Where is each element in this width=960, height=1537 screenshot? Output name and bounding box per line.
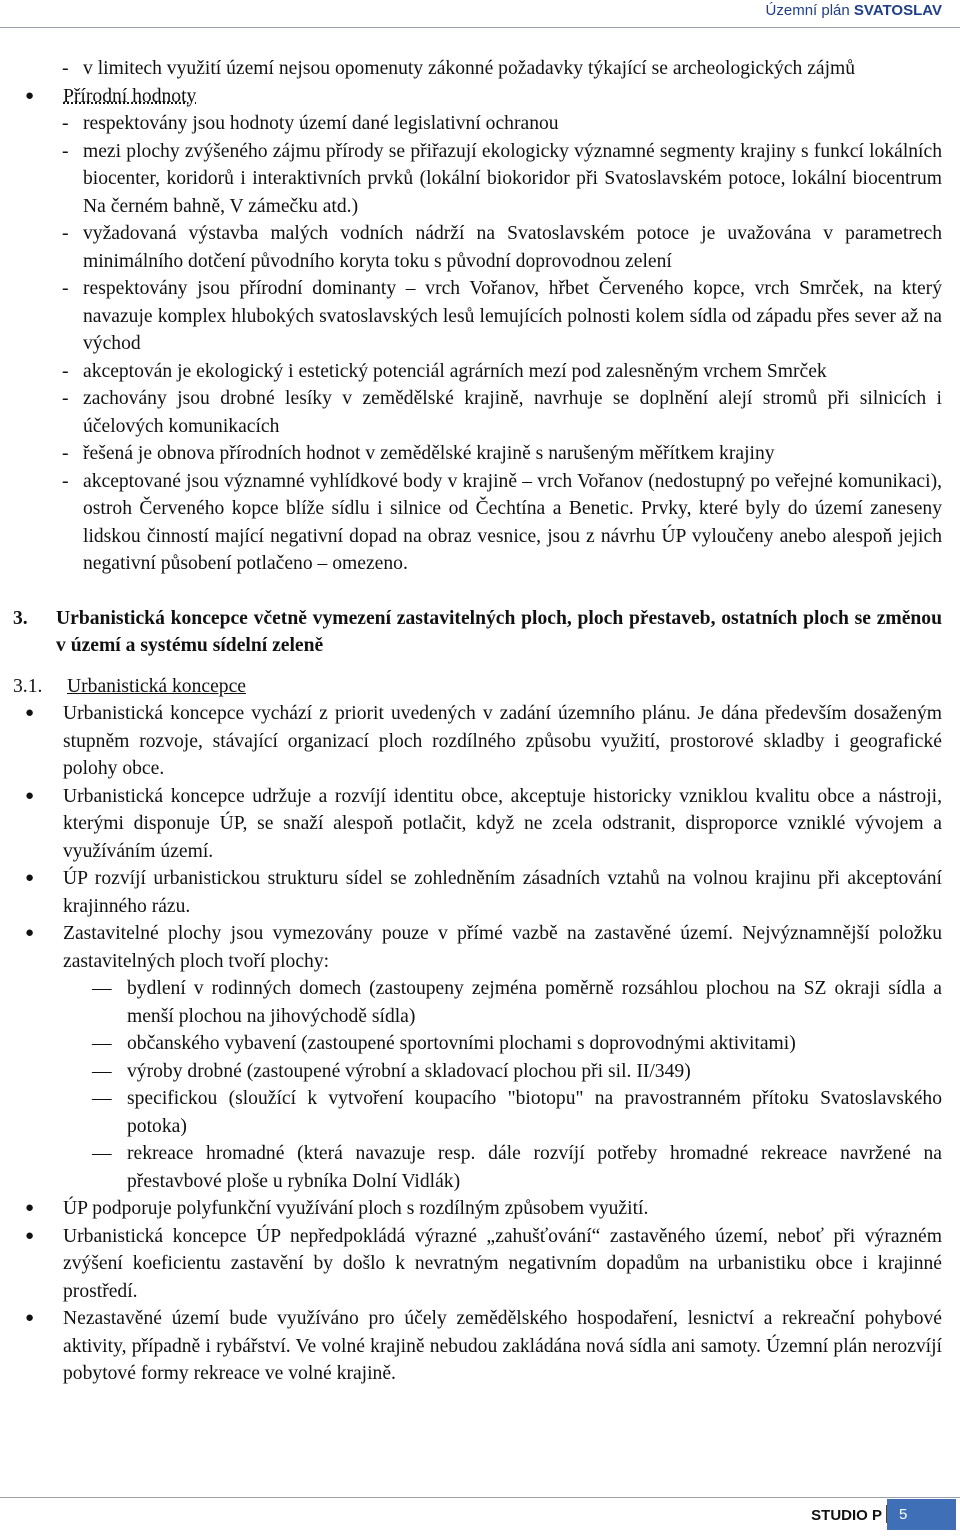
list-item-text: Zastavitelné plochy jsou vymezovány pouze v přímé vazbě na zastavěné území. Nejvýznamnější položku zastavitelných ploch tvoří plochy:	[63, 923, 942, 972]
sub-list-item-text: občanského vybavení (zastoupené sportovními plochami s doprovodnými aktivitami)	[127, 1033, 796, 1054]
list-item	[0, 385, 960, 440]
header-name: SVATOSLAV	[853, 2, 942, 19]
long-dash-marker: —	[92, 1143, 112, 1164]
long-dash-marker: —	[92, 1033, 112, 1054]
list-item-text: Nezastavěné území bude využíváno pro účely zemědělského hospodaření, lesnictví a rekreační pohybové aktivity, případně i rybářství. Ve volné krajině nebudou zakládána nová sídla ani samoty. Územní plán nerozvíjí pobytové formy rekreace ve volné krajině.	[63, 1308, 942, 1384]
header-prefix: Územní plán	[765, 2, 850, 19]
list-item-text: vyžadovaná výstavba malých vodních nádrží na Svatoslavském potoce je uvažována v parametrech minimálního dotčení původního koryta toku s původní doprovodnou zelení	[83, 223, 942, 272]
bullet-marker: ●	[25, 1200, 35, 1216]
sub-list-item	[0, 1058, 960, 1086]
section-number: 3.	[13, 607, 28, 629]
dash-marker: -	[62, 443, 69, 464]
section-title: Urbanistická koncepce včetně vymezení zastavitelných ploch, ploch přestaveb, ostatních ploch se změnou v území a systému sídelní zeleně	[56, 607, 942, 656]
list-item-text: akceptované jsou významné vyhlídkové body v krajině – vrch Vořanov (nedostupný po veřejné komunikaci), ostroh Červeného kopce blíže sídlu i silnice od Čechtína a Benetic. Prvky, které byly do území zaneseny lidskou činností mající negativní dopad na obraz vesnice, jsou z návrhu ÚP vyloučeny anebo alespoň jejich negativní působení potlačeno – omezeno.	[83, 470, 942, 574]
long-dash-marker: —	[92, 978, 112, 999]
sub-list-item	[0, 1030, 960, 1058]
header-divider	[0, 27, 960, 28]
sub-list-item	[0, 1140, 960, 1195]
long-dash-marker: —	[92, 1060, 112, 1082]
dash-marker: -	[62, 360, 69, 382]
subsection-title: Urbanistická koncepce	[67, 675, 246, 697]
subsection-number: 3.1.	[13, 675, 43, 697]
list-item	[0, 700, 960, 783]
sub-list-item	[0, 1085, 960, 1140]
sub-list-item	[0, 975, 960, 1030]
list-item	[0, 1195, 960, 1223]
dash-marker: -	[62, 58, 69, 79]
footer-studio: STUDIO P	[811, 1507, 882, 1524]
list-item-text: mezi plochy zvýšeného zájmu přírody se přiřazují ekologicky významné segmenty krajiny s funkcí lokálních biocenter, koridorů i interaktivních prvků (lokální biokoridor při Svatoslavském potoce, lokální biocentrum Na černém bahně, V zámečku atd.)	[83, 140, 942, 217]
page-header	[766, 2, 942, 19]
bullet-marker: ●	[25, 1310, 35, 1326]
dash-marker: -	[62, 388, 69, 409]
dash-marker: -	[62, 278, 69, 299]
list-item	[0, 220, 960, 275]
list-item	[0, 920, 960, 975]
dash-marker: -	[62, 113, 69, 134]
sub-list-item-text: rekreace hromadné (která navazuje resp. dále rozvíjí potřeby hromadné rekreace navržené na přestavbové ploše u rybníka Dolní Vidlák)	[127, 1143, 942, 1192]
list-item-text: akceptován je ekologický i estetický potenciál agrárních mezí pod zalesněným vrchem Smrček	[83, 360, 827, 382]
list-item-text: ÚP podporuje polyfunkční využívání ploch s rozdílným způsobem využití.	[63, 1198, 649, 1219]
list-item-text: respektovány jsou hodnoty území dané legislativní ochranou	[83, 113, 559, 134]
list-item	[0, 1223, 960, 1306]
list-item	[0, 440, 960, 468]
list-item-text: Urbanistická koncepce vychází z priorit uvedených v zadání územního plánu. Je dána především dosaženým stupněm rozvoje, stávající organizací ploch rozdílného způsobu využití, prostorové skladby i geografické polohy obce.	[63, 703, 942, 779]
list-item	[0, 55, 960, 83]
section-heading	[0, 605, 960, 660]
page-body	[0, 55, 960, 1388]
list-item	[0, 783, 960, 866]
bullet-marker: ●	[25, 870, 35, 886]
bullet-marker: ●	[25, 705, 35, 721]
list-item-text: řešená je obnova přírodních hodnot v zemědělské krajině s narušeným měřítkem krajiny	[83, 443, 775, 464]
natural-values-heading	[0, 83, 960, 111]
list-item	[0, 110, 960, 138]
list-item	[0, 275, 960, 358]
list-item-text: Urbanistická koncepce ÚP nepředpokládá výrazné „zahušťování“ zastavěného území, neboť při výrazném zvýšení koeficientu zastavění by došlo k nevratným negativním dopadům na urbanistiku obce i krajinné prostředí.	[63, 1225, 942, 1302]
sub-list-item-text: bydlení v rodinných domech (zastoupeny zejména poměrně rozsáhlou plochou na SZ okraji sídla a menší plochou na jihovýchodě sídla)	[127, 978, 942, 1027]
footer-divider	[0, 1497, 960, 1498]
bullet-marker: ●	[25, 1227, 35, 1244]
page-number: 5	[887, 1499, 956, 1530]
dash-marker: -	[62, 223, 69, 244]
list-item-text: zachovány jsou drobné lesíky v zemědělské krajině, navrhuje se doplnění alejí stromů při silnicích i účelových komunikacích	[83, 388, 942, 437]
long-dash-marker: —	[92, 1088, 112, 1109]
sub-list-item-text: specifickou (sloužící k vytvoření koupacího "biotopu" na pravostranném přítoku Svatoslavského potoka)	[127, 1088, 942, 1137]
list-item	[0, 358, 960, 386]
list-item-text: v limitech využití území nejsou opomenuty zákonné požadavky týkající se archeologických zájmů	[83, 58, 856, 79]
list-item-text: respektovány jsou přírodní dominanty – vrch Vořanov, hřbet Červeného kopce, vrch Smrček, na který navazuje komplex hlubokých svatoslavských lesů lemujících polnosti kolem sídla od západu přes sever až na východ	[83, 278, 942, 354]
list-item	[0, 468, 960, 578]
list-item-text: Urbanistická koncepce udržuje a rozvíjí identitu obce, akceptuje historicky vzniklou kvalitu obce a nástroji, kterými disponuje ÚP, se snaží alespoň potlačit, když ne zcela odstranit, disproporce vzniklé vývojem a využíváním území.	[63, 785, 942, 862]
list-item	[0, 138, 960, 221]
dash-marker: -	[62, 470, 69, 492]
list-item	[0, 1305, 960, 1388]
natural-values-title: Přírodní hodnoty	[63, 85, 197, 107]
subsection-heading	[0, 673, 960, 701]
list-item-text: ÚP rozvíjí urbanistickou strukturu sídel se zohledněním zásadních vztahů na volnou krajinu při akceptování krajinného rázu.	[63, 868, 942, 917]
sub-list-item-text: výroby drobné (zastoupené výrobní a skladovací plochou při sil. II/349)	[127, 1060, 691, 1082]
dash-marker: -	[62, 140, 69, 162]
bullet-marker: ●	[25, 87, 35, 104]
bullet-marker: ●	[25, 787, 35, 804]
list-item	[0, 865, 960, 920]
bullet-marker: ●	[25, 925, 35, 941]
